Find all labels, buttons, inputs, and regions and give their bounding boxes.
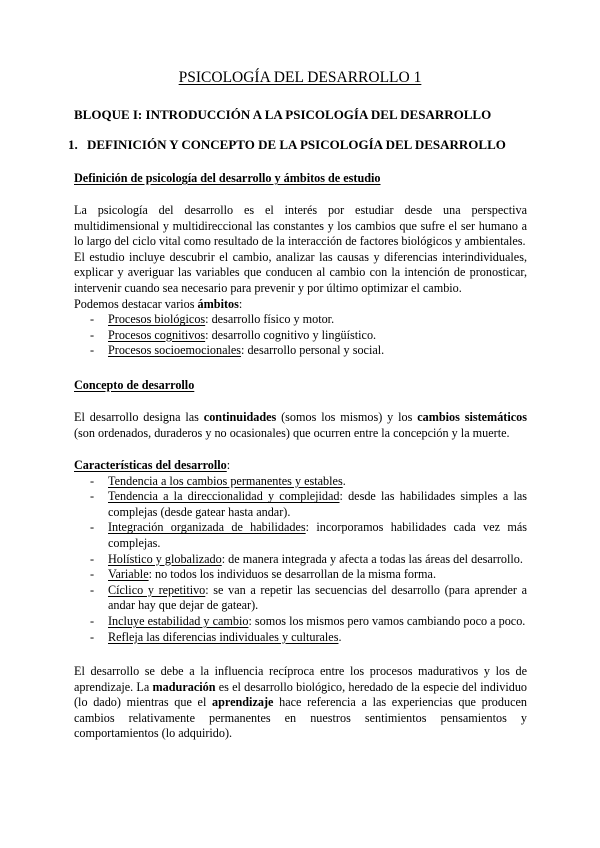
concepto-paragraph bbox=[74, 410, 527, 441]
list-item bbox=[74, 312, 527, 328]
definicion-body bbox=[74, 203, 527, 359]
section-heading-text: DEFINICIÓN Y CONCEPTO DE LA PSICOLOGÍA DEL DESARROLLO bbox=[87, 137, 506, 152]
definicion-subheading-block bbox=[74, 171, 527, 187]
list-item-label: Refleja las diferencias individuales y culturales bbox=[108, 629, 339, 644]
caracteristicas-list bbox=[74, 474, 527, 646]
bold-term-continuidades: continuidades bbox=[203, 410, 277, 424]
bold-term-aprendizaje: aprendizaje bbox=[212, 695, 274, 710]
caracteristicas-subheading: Características del desarrollo bbox=[74, 458, 227, 472]
list-item-text: : desarrollo personal y social. bbox=[241, 343, 385, 358]
list-item-text: . bbox=[342, 473, 346, 488]
bold-term-ambitos: ámbitos bbox=[197, 296, 239, 311]
dash-marker: - bbox=[90, 551, 95, 566]
concepto-body bbox=[74, 410, 527, 441]
list-item-text: . bbox=[338, 629, 342, 644]
dash-marker: - bbox=[90, 582, 95, 597]
section-number: 1. bbox=[68, 137, 78, 152]
caracteristicas-block bbox=[74, 458, 527, 645]
caracteristicas-heading bbox=[74, 458, 527, 474]
dash-marker: - bbox=[90, 312, 95, 327]
bold-term-cambios: cambios sistemáticos bbox=[417, 410, 527, 424]
list-item bbox=[74, 474, 527, 490]
list-item-text: : desarrollo físico y motor. bbox=[205, 312, 335, 327]
dash-marker: - bbox=[90, 520, 95, 535]
dash-marker: - bbox=[90, 327, 95, 342]
text-fragment: (son ordenados, duraderos y no ocasionales) que ocurren entre la concepción y la muerte. bbox=[74, 425, 510, 440]
dash-marker: - bbox=[90, 613, 95, 628]
ambitos-list bbox=[74, 312, 527, 359]
list-item-text: : no todos los individuos se desarrollan de la misma forma. bbox=[148, 567, 436, 582]
definicion-paragraph-2: El estudio incluye descubrir el cambio, analizar las causas y diferencias interindividuales, explicar y averiguar las variables que conducen al cambio con la intención de pronosticar, intervenir cuando sea necesario para prevenir y por último optimizar el cambio. bbox=[74, 249, 527, 295]
list-item bbox=[74, 583, 527, 614]
list-item bbox=[74, 567, 527, 583]
list-item-text: : de manera integrada y afecta a todas las áreas del desarrollo. bbox=[221, 551, 523, 566]
dash-marker: - bbox=[90, 629, 95, 644]
dash-marker: - bbox=[90, 567, 95, 582]
list-item bbox=[74, 630, 527, 646]
list-item bbox=[74, 343, 527, 359]
dash-marker: - bbox=[90, 343, 95, 358]
list-item-text: : incorporamos habilidades cada vez más complejas. bbox=[108, 520, 527, 550]
list-item-text: : desarrollo cognitivo y lingüístico. bbox=[205, 327, 377, 342]
final-body bbox=[74, 664, 527, 742]
list-item-label: Tendencia a la direccionalidad y complejidad bbox=[108, 489, 340, 504]
list-item-label: Procesos biológicos bbox=[108, 312, 206, 327]
list-item-text: : desde las habilidades simples a las complejas (desde gatear hasta andar). bbox=[108, 489, 527, 519]
concepto-subheading: Concepto de desarrollo bbox=[74, 378, 195, 392]
list-item bbox=[74, 520, 527, 551]
definicion-paragraph-3 bbox=[74, 297, 527, 313]
list-item-label: Procesos cognitivos bbox=[108, 327, 206, 342]
list-item-label: Holístico y globalizado bbox=[108, 551, 222, 566]
text-fragment: : bbox=[226, 458, 231, 472]
list-item bbox=[74, 552, 527, 568]
definicion-paragraph-1: La psicología del desarrollo es el interés por estudiar desde una perspectiva multidimensional y multidireccional las constantes y los cambios que sufre el ser humano a lo largo del ciclo vital como resultado de la interacción de factores biológicos y ambientales. bbox=[74, 203, 527, 249]
list-item-label: Cíclico y repetitivo bbox=[108, 582, 206, 597]
text-fragment: : bbox=[238, 296, 243, 311]
text-fragment: El desarrollo designa las bbox=[74, 410, 204, 424]
concepto-subheading-block bbox=[74, 378, 527, 394]
list-item-text: : somos los mismos pero vamos cambiando poco a poco. bbox=[248, 613, 526, 628]
list-item bbox=[74, 489, 527, 520]
list-item bbox=[74, 328, 527, 344]
dash-marker: - bbox=[90, 473, 95, 488]
list-item-text: : se van a repetir las secuencias del desarrollo (para aprender a andar hay que dejar de gatear). bbox=[108, 582, 527, 613]
definicion-subheading: Definición de psicología del desarrollo y ámbitos de estudio bbox=[74, 171, 381, 185]
list-item-label: Tendencia a los cambios permanentes y estables bbox=[108, 473, 343, 488]
block-heading: BLOQUE I: INTRODUCCIÓN A LA PSICOLOGÍA DEL DESARROLLO bbox=[74, 107, 492, 122]
text-fragment: Podemos destacar varios bbox=[74, 296, 198, 311]
list-item-label: Incluye estabilidad y cambio bbox=[108, 613, 249, 628]
final-paragraph bbox=[74, 664, 527, 742]
section-heading bbox=[68, 137, 506, 153]
list-item bbox=[74, 614, 527, 630]
list-item-label: Procesos socioemocionales bbox=[108, 343, 242, 358]
document-title: PSICOLOGÍA DEL DESARROLLO 1 bbox=[178, 69, 422, 86]
text-fragment: es el desarrollo biológico, heredado de la especie del individuo (lo dado) mientras que el bbox=[74, 679, 528, 710]
dash-marker: - bbox=[90, 489, 95, 504]
text-fragment: hace referencia a las experiencias que producen cambios relativamente permanentes en nuestros sentimientos pensamientos y comportamientos (lo adquirido). bbox=[74, 695, 527, 741]
list-item-label: Integración organizada de habilidades bbox=[108, 520, 306, 535]
text-fragment: El desarrollo se debe a la influencia recíproca entre los procesos madurativos y los de aprendizaje. La bbox=[74, 664, 527, 694]
text-fragment: (somos los mismos) y los bbox=[276, 410, 418, 424]
list-item-label: Variable bbox=[108, 567, 149, 582]
bold-term-maduracion: maduración bbox=[152, 679, 216, 694]
